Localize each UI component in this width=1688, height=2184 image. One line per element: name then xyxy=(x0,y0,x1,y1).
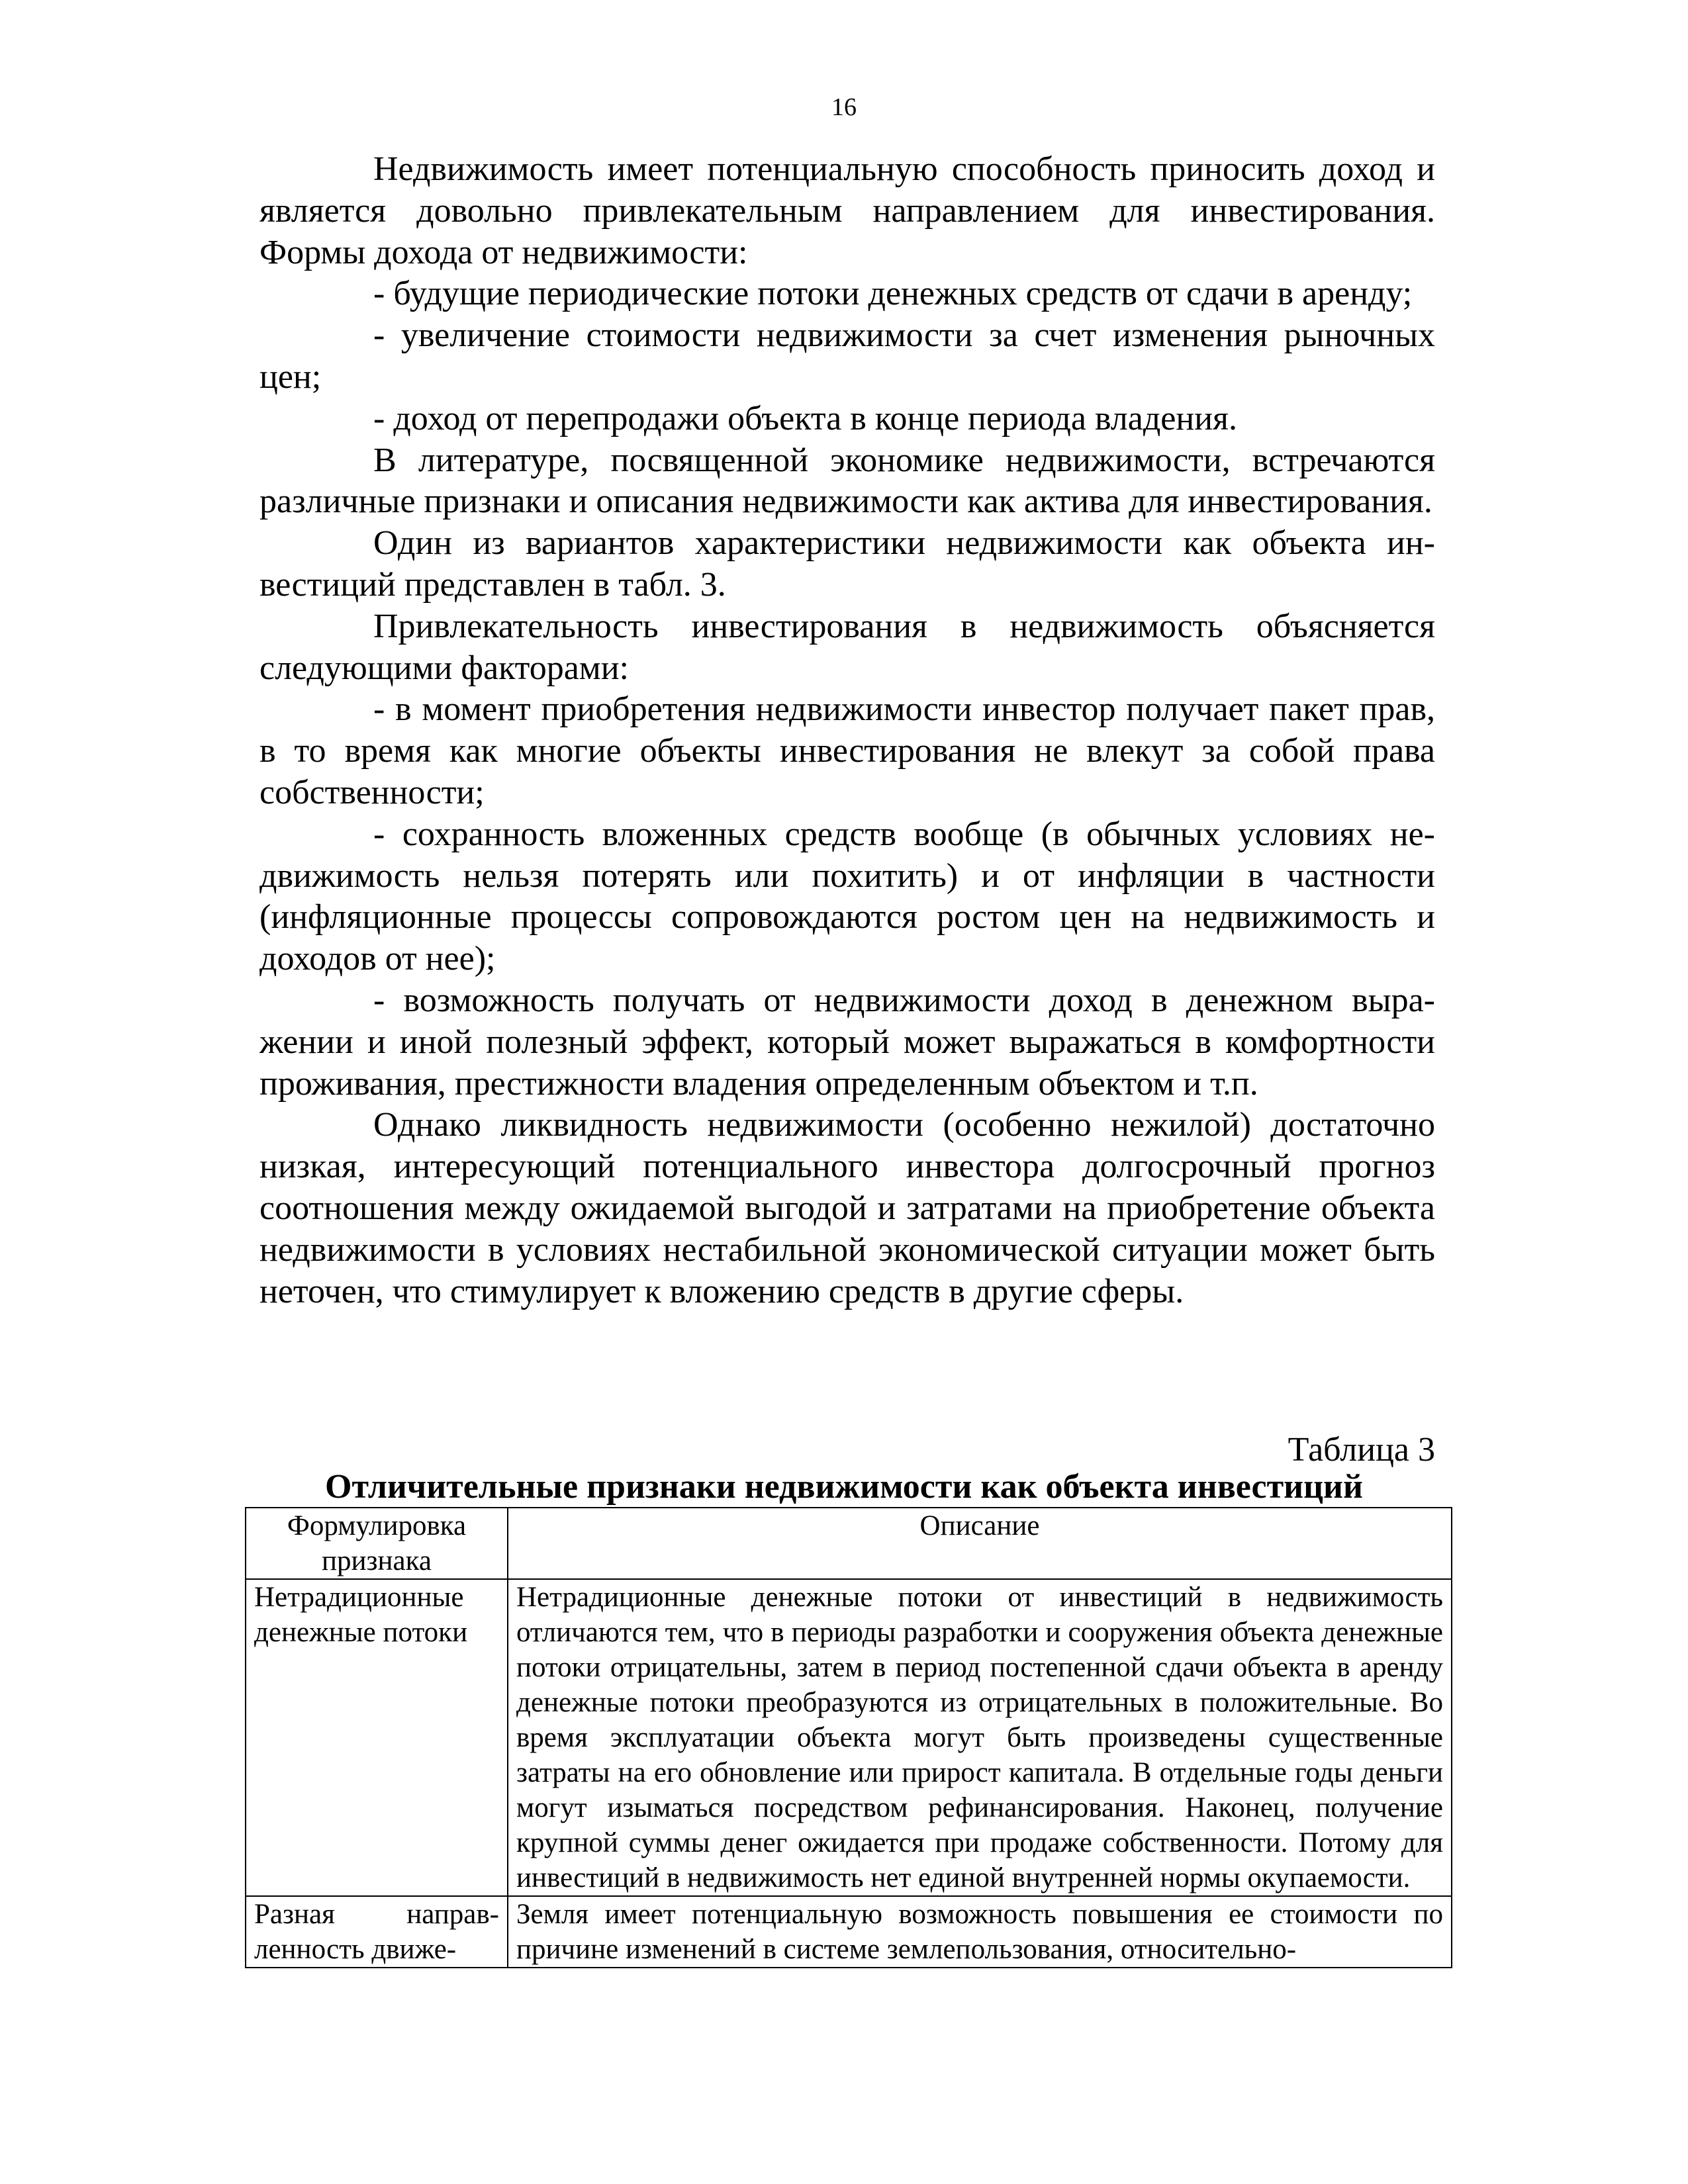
properties-table xyxy=(245,1507,1452,1968)
list-item-resale-income: - доход от перепродажи объекта в конце периода владения. xyxy=(373,399,1237,437)
paragraph-literature: В литературе, посвященной экономике недвижимости, встречаются различные признаки и описания недвижимости как актива для инвестирования. xyxy=(259,441,1435,521)
list-item-income-possibility: - возможность получать от недвижимости доход в денежном выражении и иной полезный эффект, который может выражаться в комфортности проживания, престижности владения определенным объектом и т.п. xyxy=(259,981,1435,1103)
row-name: Нетрадиционные денежные потоки xyxy=(246,1579,508,1896)
header-description: Описание xyxy=(508,1508,1452,1579)
paragraph-liquidity: Однако ликвидность недвижимости (особенно нежилой) достаточно низкая, интересующий потенциального инвестора долгосрочный прогноз соотношения между ожидаемой выгодой и затратами на приобретение объекта недвижимости в условиях нестабильной экономической ситуации может быть неточен, что стимулирует к вложению средств в другие сферы. xyxy=(259,1106,1435,1310)
paragraph-attractiveness: Привлекательность инвестирования в недвижимость объясняется следующими факторами: xyxy=(259,607,1435,687)
paragraph-table-reference: Один из вариантов характеристики недвижимости как объекта инвестиций представлен в табл. 3. xyxy=(259,524,1435,604)
table-row xyxy=(246,1579,1452,1896)
list-item-rights-package: - в момент приобретения недвижимости инвестор получает пакет прав, в то время как многие объекты инвестирования не влекут за собой права собственности; xyxy=(259,690,1435,811)
table-title: Отличительные признаки недвижимости как объекта инвестиций xyxy=(325,1468,1363,1506)
table-caption: Таблица 3 xyxy=(1288,1431,1435,1469)
list-item-safety: - сохранность вложенных средств вообще (в обычных условиях недвижимость нельзя потерять или похитить) и от инфляции в частности (инфляционные процессы сопровождаются ростом цен на недвижимость и доходов от нее); xyxy=(259,815,1435,978)
table-row xyxy=(246,1896,1452,1968)
row-description: Нетрадиционные денежные потоки от инвестиций в недвижимость отличаются тем, что в периоды разработки и сооружения объекта денежные потоки отрицательны, затем в период постепенной сдачи объекта в аренду денежные потоки преобразуются из отрицательных в положительные. Во время эксплуатации объекта могут быть произведены существенные затраты на его обновление или прирост капитала. В отдельные годы деньги могут изыматься посредством рефинансирования. Наконец, получение крупной суммы денег ожидается при продаже собственности. Потому для инвестиций в недвижимость нет единой внутренней нормы окупаемости. xyxy=(508,1579,1452,1896)
header-name: Формулировка признака xyxy=(246,1508,508,1579)
row-description: Земля имеет потенциальную возможность повышения ее стоимости по причине изменений в системе землепользования, относительно- xyxy=(508,1896,1452,1968)
paragraph-intro: Недвижимость имеет потенциальную способность приносить доход и является довольно привлекательным направлением для инвестирования. Формы дохода от недвижимости: xyxy=(259,150,1435,271)
page-number: 16 xyxy=(831,93,857,121)
row-name: Разная направленность движе- xyxy=(246,1896,508,1968)
list-item-rent-income: - будущие периодические потоки денежных средств от сдачи в аренду; xyxy=(373,275,1413,313)
table-header-row xyxy=(246,1508,1452,1579)
list-item-value-growth: - увеличение стоимости недвижимости за счет изменения рыночных цен; xyxy=(259,316,1435,396)
body-text xyxy=(259,149,1435,1312)
